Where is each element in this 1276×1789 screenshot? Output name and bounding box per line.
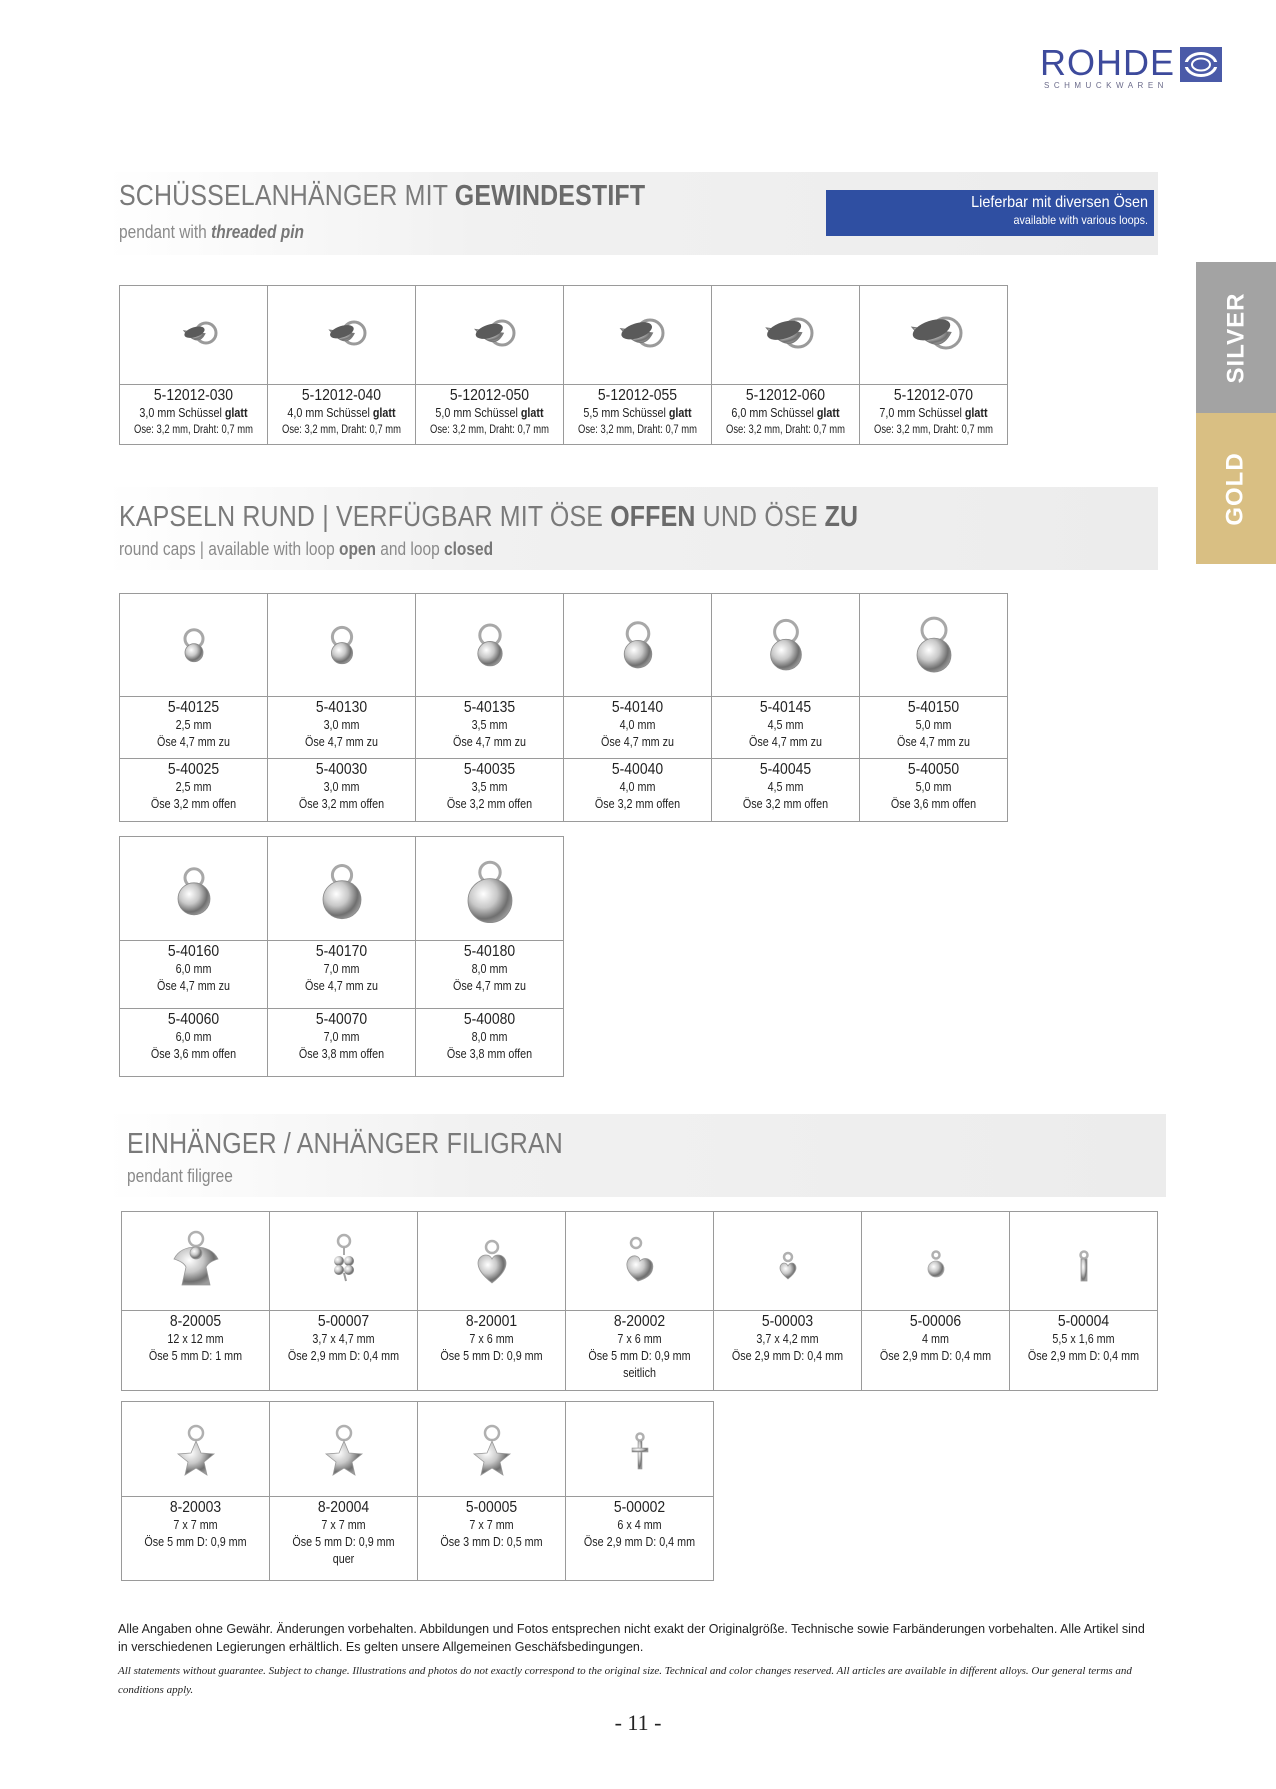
- section3-title: EINHÄNGER / ANHÄNGER FILIGRAN: [127, 1128, 563, 1160]
- small-heart-icon: [748, 1221, 828, 1301]
- star-icon: [156, 1409, 236, 1489]
- section1-grid: [119, 285, 1008, 445]
- tab-silver-label: SILVER: [1222, 292, 1249, 383]
- product-description: 7,0 mm Schüssel glatt: [879, 406, 988, 420]
- product-loop: Öse 4,7 mm zu: [305, 979, 378, 993]
- product-description: 6,0 mm Schüssel glatt: [731, 406, 840, 420]
- product-cell-8-20001[interactable]: [418, 1311, 566, 1391]
- product-loop: Öse 3,6 mm offen: [150, 1047, 237, 1061]
- cup-pendant-icon: [302, 305, 382, 365]
- product-loop: Öse 3,2 mm offen: [446, 797, 533, 811]
- product-size: 7,0 mm: [323, 962, 360, 976]
- product-code: 5-40080: [463, 1011, 516, 1028]
- round-cap-image: [120, 594, 268, 697]
- product-cell-5-12012-060[interactable]: [712, 385, 860, 445]
- page-number: - 11 -: [614, 1710, 662, 1735]
- cup-pendant-image: [268, 286, 416, 385]
- cup-pendant-icon: [450, 305, 530, 365]
- product-size: 8,0 mm: [471, 1030, 508, 1044]
- product-size: 7 x 7 mm: [321, 1518, 366, 1532]
- product-size: 8,0 mm: [471, 962, 508, 976]
- product-code: 5-12012-070: [893, 387, 974, 404]
- product-code: 5-40145: [759, 699, 812, 716]
- product-cell-5-12012-055[interactable]: [564, 385, 712, 445]
- product-code: 5-12012-060: [745, 387, 826, 404]
- bar-icon: [1044, 1221, 1124, 1301]
- product-size: 7 x 6 mm: [617, 1332, 662, 1346]
- filigree-image: [270, 1212, 418, 1311]
- section3-subtitle: pendant filigree: [127, 1166, 233, 1186]
- clover-icon: [304, 1221, 384, 1301]
- product-cell-5-40060[interactable]: [120, 1009, 268, 1077]
- product-size: 3,0 mm: [323, 780, 360, 794]
- product-cell-5-40125[interactable]: [120, 697, 268, 759]
- product-code: 5-40040: [611, 761, 664, 778]
- filigree-image: [418, 1402, 566, 1497]
- product-size: 4,0 mm: [619, 780, 656, 794]
- loops-badge-en: available with various loops.: [1013, 213, 1148, 227]
- product-code: 5-40070: [315, 1011, 368, 1028]
- product-loop: Öse 3,6 mm offen: [890, 797, 977, 811]
- section1-title: SCHÜSSELANHÄNGER MIT GEWINDESTIFT: [119, 180, 646, 212]
- product-cell-5-40145[interactable]: [712, 697, 860, 759]
- product-size: 7 x 7 mm: [173, 1518, 218, 1532]
- loops-badge-de: Lieferbar mit diversen Ösen: [971, 194, 1148, 211]
- round-cap-image: [120, 837, 268, 941]
- cross-icon: [600, 1409, 680, 1489]
- round-cap-icon: [302, 844, 382, 934]
- product-cell-5-00004[interactable]: [1010, 1311, 1158, 1391]
- heart-icon: [452, 1221, 532, 1301]
- product-detail: Öse 2,9 mm D: 0,4 mm: [583, 1535, 696, 1549]
- product-loop: Öse 3,2 mm offen: [298, 797, 385, 811]
- round-cap-image: [268, 837, 416, 941]
- product-code: 8-20004: [317, 1499, 370, 1516]
- product-detail: Öse: 3,2 mm, Draht: 0,7 mm: [134, 424, 253, 436]
- section1-subtitle: pendant with threaded pin: [119, 222, 304, 242]
- cup-pendant-icon: [894, 305, 974, 365]
- product-size: 2,5 mm: [175, 718, 212, 732]
- product-description: 5,0 mm Schüssel glatt: [435, 406, 544, 420]
- product-detail: Öse: 3,2 mm, Draht: 0,7 mm: [874, 424, 993, 436]
- cup-pendant-image: [564, 286, 712, 385]
- product-code: 8-20003: [169, 1499, 222, 1516]
- product-cell-5-12012-040[interactable]: [268, 385, 416, 445]
- product-cell-5-40150[interactable]: [860, 697, 1008, 759]
- filigree-image: [122, 1402, 270, 1497]
- product-size: 5,5 x 1,6 mm: [1052, 1332, 1115, 1346]
- product-extra: quer: [332, 1552, 355, 1566]
- product-size: 5,0 mm: [915, 780, 952, 794]
- filigree-image: [418, 1212, 566, 1311]
- product-size: 3,5 mm: [471, 780, 508, 794]
- product-cell-5-40030[interactable]: [268, 759, 416, 822]
- section3-grid-a: [121, 1211, 1158, 1391]
- product-size: 4,0 mm: [619, 718, 656, 732]
- filigree-image: [862, 1212, 1010, 1311]
- product-cell-5-40040[interactable]: [564, 759, 712, 822]
- round-cap-image: [416, 837, 564, 941]
- product-size: 7 x 7 mm: [469, 1518, 514, 1532]
- product-loop: Öse 3,8 mm offen: [298, 1047, 385, 1061]
- product-size: 4 mm: [922, 1332, 949, 1346]
- product-detail: Öse: 3,2 mm, Draht: 0,7 mm: [430, 424, 549, 436]
- product-detail: Öse 5 mm D: 0,9 mm: [292, 1535, 395, 1549]
- round-cap-image: [712, 594, 860, 697]
- product-code: 8-20005: [169, 1313, 222, 1330]
- product-loop: Öse 4,7 mm zu: [897, 735, 970, 749]
- product-size: 5,0 mm: [915, 718, 952, 732]
- product-detail: Öse 5 mm D: 1 mm: [148, 1349, 243, 1363]
- logo-mark-icon: [1180, 47, 1222, 82]
- product-detail: Öse 2,9 mm D: 0,4 mm: [879, 1349, 992, 1363]
- product-cell-5-40035[interactable]: [416, 759, 564, 822]
- round-cap-icon: [746, 600, 826, 690]
- product-detail: Öse: 3,2 mm, Draht: 0,7 mm: [578, 424, 697, 436]
- product-description: 5,5 mm Schüssel glatt: [583, 406, 692, 420]
- filigree-image: [566, 1402, 714, 1497]
- product-size: 6,0 mm: [175, 962, 212, 976]
- product-detail: Öse 2,9 mm D: 0,4 mm: [1027, 1349, 1140, 1363]
- star-icon: [304, 1409, 384, 1489]
- product-size: 6,0 mm: [175, 1030, 212, 1044]
- product-detail: Öse: 3,2 mm, Draht: 0,7 mm: [282, 424, 401, 436]
- angel-icon: [156, 1221, 236, 1301]
- product-extra: seitlich: [623, 1366, 656, 1380]
- product-code: 5-40025: [167, 761, 220, 778]
- product-cell-5-40135[interactable]: [416, 697, 564, 759]
- product-code: 5-40050: [907, 761, 960, 778]
- tab-gold-label: GOLD: [1221, 451, 1249, 526]
- product-code: 5-00004: [1057, 1313, 1110, 1330]
- product-loop: Öse 3,2 mm offen: [742, 797, 829, 811]
- product-code: 5-40060: [167, 1011, 220, 1028]
- product-cell-5-00006[interactable]: [862, 1311, 1010, 1391]
- product-size: 3,7 x 4,7 mm: [312, 1332, 375, 1346]
- section2-grid-b: [119, 836, 564, 1077]
- product-size: 3,5 mm: [471, 718, 508, 732]
- product-cell-5-40070[interactable]: [268, 1009, 416, 1077]
- product-size: 7,0 mm: [323, 1030, 360, 1044]
- round-cap-icon: [450, 844, 530, 934]
- round-cap-icon: [450, 600, 530, 690]
- product-detail: Öse 5 mm D: 0,9 mm: [588, 1349, 691, 1363]
- product-size: 12 x 12 mm: [167, 1332, 224, 1346]
- cup-pendant-icon: [598, 305, 678, 365]
- product-cell-8-20003[interactable]: [122, 1497, 270, 1581]
- product-description: 3,0 mm Schüssel glatt: [139, 406, 248, 420]
- cup-pendant-image: [120, 286, 268, 385]
- product-code: 5-00007: [317, 1313, 370, 1330]
- product-cell-5-12012-030[interactable]: [120, 385, 268, 445]
- round-cap-icon: [154, 844, 234, 934]
- product-size: 6 x 4 mm: [617, 1518, 662, 1532]
- product-cell-5-40130[interactable]: [268, 697, 416, 759]
- product-description: 4,0 mm Schüssel glatt: [287, 406, 396, 420]
- tab-gold[interactable]: [1196, 413, 1276, 564]
- product-loop: Öse 3,2 mm offen: [594, 797, 681, 811]
- product-code: 5-12012-055: [597, 387, 678, 404]
- product-loop: Öse 4,7 mm zu: [601, 735, 674, 749]
- cup-pendant-image: [416, 286, 564, 385]
- product-cell-5-12012-050[interactable]: [416, 385, 564, 445]
- product-code: 5-40125: [167, 699, 220, 716]
- product-cell-5-40045[interactable]: [712, 759, 860, 822]
- product-cell-8-20004[interactable]: [270, 1497, 418, 1581]
- logo-text: ROHDE: [1040, 42, 1176, 83]
- product-cell-5-40160[interactable]: [120, 941, 268, 1009]
- rohde-logo: [1040, 44, 1224, 88]
- product-size: 3,0 mm: [323, 718, 360, 732]
- section2-grid-a: [119, 593, 1008, 822]
- filigree-image: [566, 1212, 714, 1311]
- round-cap-image: [268, 594, 416, 697]
- product-cell-5-40080[interactable]: [416, 1009, 564, 1077]
- product-detail: Öse 5 mm D: 0,9 mm: [440, 1349, 543, 1363]
- product-loop: Öse 4,7 mm zu: [749, 735, 822, 749]
- section2-title: KAPSELN RUND | VERFÜGBAR MIT ÖSE OFFEN UND ÖSE ZU: [119, 501, 859, 533]
- round-cap-icon: [154, 600, 234, 690]
- product-code: 8-20002: [613, 1313, 666, 1330]
- cup-pendant-icon: [746, 305, 826, 365]
- product-detail: Öse 3 mm D: 0,5 mm: [440, 1535, 543, 1549]
- star-icon: [452, 1409, 532, 1489]
- product-cell-5-00002[interactable]: [566, 1497, 714, 1581]
- tab-silver[interactable]: [1196, 262, 1276, 413]
- product-cell-5-00003[interactable]: [714, 1311, 862, 1391]
- disclaimer-en: All statements without guarantee. Subject to change. Illustrations and photos do not exactly correspond to the original size. Technical and color changes reserved. All articles are available in different alloys. Our general terms and conditions apply.: [118, 1665, 1132, 1696]
- product-detail: Öse 2,9 mm D: 0,4 mm: [731, 1349, 844, 1363]
- product-code: 8-20001: [465, 1313, 518, 1330]
- product-loop: Öse 4,7 mm zu: [453, 735, 526, 749]
- round-cap-icon: [894, 600, 974, 690]
- product-cell-5-40180[interactable]: [416, 941, 564, 1009]
- filigree-image: [1010, 1212, 1158, 1311]
- product-cell-5-00005[interactable]: [418, 1497, 566, 1581]
- product-loop: Öse 4,7 mm zu: [157, 979, 230, 993]
- product-code: 5-40170: [315, 943, 368, 960]
- round-cap-icon: [302, 600, 382, 690]
- product-cell-5-00007[interactable]: [270, 1311, 418, 1391]
- cup-pendant-image: [860, 286, 1008, 385]
- section3-grid-b: [121, 1401, 714, 1581]
- product-detail: Öse 5 mm D: 0,9 mm: [144, 1535, 247, 1549]
- round-cap-image: [416, 594, 564, 697]
- product-code: 5-40135: [463, 699, 516, 716]
- disc-icon: [896, 1221, 976, 1301]
- product-size: 4,5 mm: [767, 780, 804, 794]
- product-code: 5-40130: [315, 699, 368, 716]
- product-cell-8-20002[interactable]: [566, 1311, 714, 1391]
- product-loop: Öse 3,8 mm offen: [446, 1047, 533, 1061]
- product-code: 5-40180: [463, 943, 516, 960]
- product-detail: Öse: 3,2 mm, Draht: 0,7 mm: [726, 424, 845, 436]
- product-code: 5-12012-050: [449, 387, 530, 404]
- product-loop: Öse 4,7 mm zu: [453, 979, 526, 993]
- product-loop: Öse 4,7 mm zu: [305, 735, 378, 749]
- disclaimer-de: Alle Angaben ohne Gewähr. Änderungen vorbehalten. Abbildungen und Fotos entsprechen nicht exakt der Originalgröße. Technische sowie Farbänderungen vorbehalten. Alle Artikel sind in verschiedenen Legierungen erhältlich. Es gelten unsere Allgemeinen Geschäfsbedingungen.: [118, 1622, 1145, 1654]
- product-code: 5-00005: [465, 1499, 518, 1516]
- heart-side-icon: [600, 1221, 680, 1301]
- product-code: 5-12012-040: [301, 387, 382, 404]
- product-code: 5-40150: [907, 699, 960, 716]
- product-code: 5-00002: [613, 1499, 666, 1516]
- cup-pendant-icon: [154, 305, 234, 365]
- product-code: 5-40045: [759, 761, 812, 778]
- product-size: 4,5 mm: [767, 718, 804, 732]
- loops-badge: [826, 190, 1154, 236]
- logo-subtext: SCHMUCKWAREN: [1044, 81, 1168, 90]
- product-code: 5-12012-030: [153, 387, 234, 404]
- product-cell-5-40050[interactable]: [860, 759, 1008, 822]
- product-code: 5-40030: [315, 761, 368, 778]
- product-size: 7 x 6 mm: [469, 1332, 514, 1346]
- product-cell-5-40140[interactable]: [564, 697, 712, 759]
- round-cap-image: [564, 594, 712, 697]
- filigree-image: [122, 1212, 270, 1311]
- product-code: 5-40160: [167, 943, 220, 960]
- product-cell-8-20005[interactable]: [122, 1311, 270, 1391]
- product-loop: Öse 3,2 mm offen: [150, 797, 237, 811]
- product-cell-5-40170[interactable]: [268, 941, 416, 1009]
- filigree-image: [714, 1212, 862, 1311]
- product-code: 5-00006: [909, 1313, 962, 1330]
- round-cap-image: [860, 594, 1008, 697]
- cup-pendant-image: [712, 286, 860, 385]
- section2-subtitle: round caps | available with loop open and loop closed: [119, 539, 494, 559]
- product-size: 2,5 mm: [175, 780, 212, 794]
- product-size: 3,7 x 4,2 mm: [756, 1332, 819, 1346]
- product-code: 5-40140: [611, 699, 664, 716]
- product-cell-5-40025[interactable]: [120, 759, 268, 822]
- product-code: 5-40035: [463, 761, 516, 778]
- product-code: 5-00003: [761, 1313, 814, 1330]
- round-cap-icon: [598, 600, 678, 690]
- filigree-image: [270, 1402, 418, 1497]
- product-cell-5-12012-070[interactable]: [860, 385, 1008, 445]
- product-detail: Öse 2,9 mm D: 0,4 mm: [287, 1349, 400, 1363]
- product-loop: Öse 4,7 mm zu: [157, 735, 230, 749]
